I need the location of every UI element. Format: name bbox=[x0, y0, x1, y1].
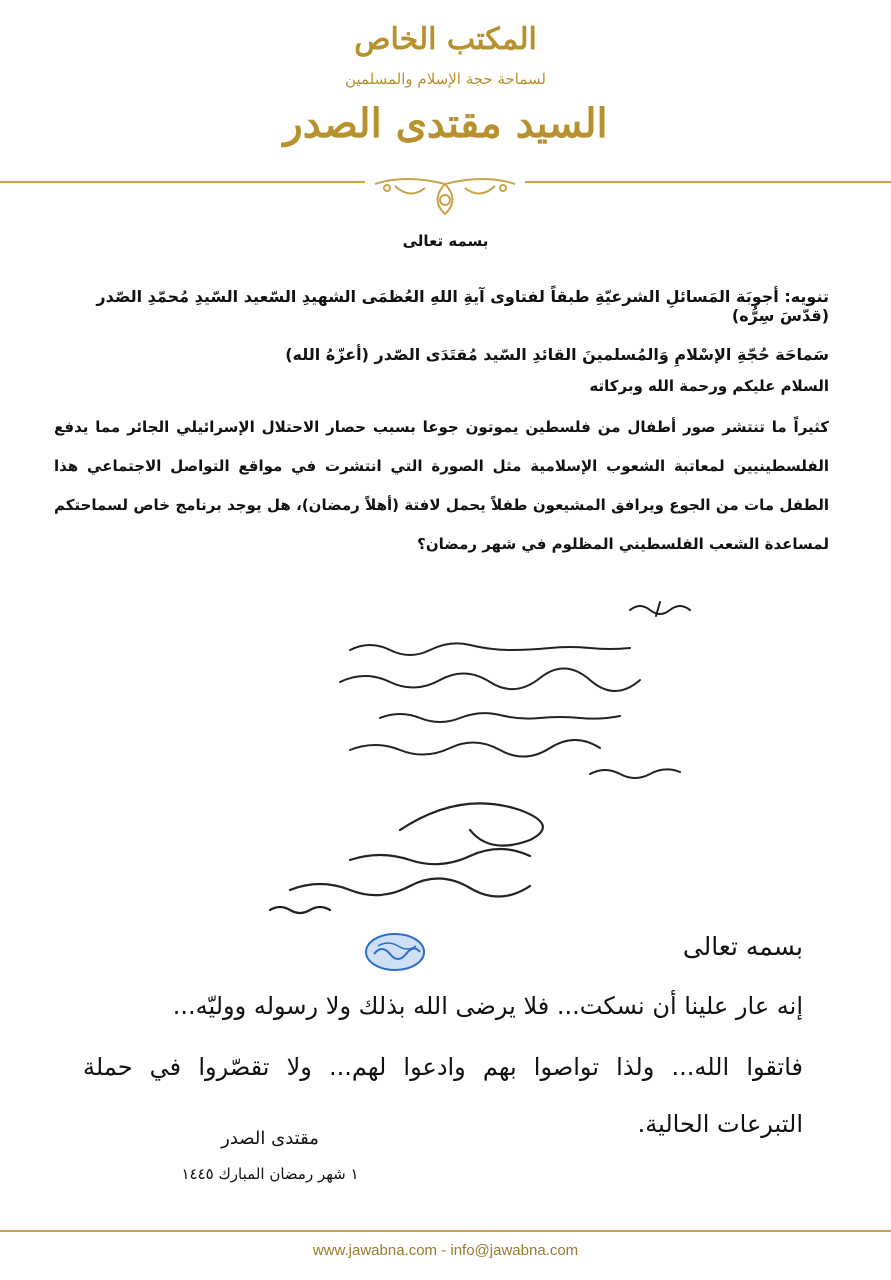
bismihi-heading: بسمه تعالى bbox=[402, 232, 489, 250]
answer-line-1: إنه عار علينا أن نسكت... فلا يرضى الله بذلك ولا رسوله ووليّه... bbox=[172, 992, 803, 1020]
ornament-icon bbox=[365, 170, 525, 220]
handwritten-answer bbox=[230, 590, 750, 920]
letterhead-subtitle: لسماحة حجة الإسلام والمسلمين bbox=[345, 70, 546, 88]
question-paragraph: كثيراً ما تنتشر صور أطفال من فلسطين يموتون جوعا بسبب حصار الاحتلال الإسرائيلي الجائر مما يدفع الفلسطينيين لمعاتبة الشعوب الإسلامية مثل الصورة التي انتشرت في مواقع التواصل الاجتماعي هذا الطفل مات من الجوع ويرافق المشيعون طفلاً يحمل لافتة (أهلاً رمضان)، هل يوجد برنامج خاص لسماحتكم لمساعدة الشعب الفلسطيني المظلوم في شهر رمضان؟ bbox=[54, 418, 829, 553]
footer-contact: www.jawabna.com - info@jawabna.com bbox=[312, 1242, 579, 1259]
greeting-line: السلام عليكم ورحمة الله وبركاته bbox=[589, 377, 829, 395]
answer-line-2: فاتقوا الله... ولذا تواصوا بهم وادعوا لهم... ولا تقصّروا في حملة bbox=[83, 1053, 803, 1081]
answer-line-3: التبرعات الحالية. bbox=[637, 1110, 803, 1138]
signature-date: ١ شهر رمضان المبارك ١٤٤٥ bbox=[181, 1165, 359, 1183]
letterhead-name: السيد مقتدى الصدر bbox=[283, 100, 608, 147]
answer-heading: بسمه تعالى bbox=[682, 932, 803, 961]
addressee-line: سَماحَة حُجّةِ الإسْلامِ وَالمُسلمينَ القائدِ السّيد مُقتَدَى الصّدر (أعزّهُ الله) bbox=[285, 345, 829, 364]
notice-line: تنويه: أجوبَة المَسائلِ الشرعيّةِ طبقاً لفتاوى آيةِ اللهِ العُظمَى الشهيدِ السّعيد السّيدِ مُحمّدِ الصّدر (قدّسَ سِرُّه) bbox=[96, 287, 829, 325]
letterhead-office-title: المكتب الخاص bbox=[354, 22, 537, 57]
footer-divider bbox=[0, 1230, 891, 1232]
signature-name: مقتدى الصدر bbox=[221, 1128, 319, 1149]
